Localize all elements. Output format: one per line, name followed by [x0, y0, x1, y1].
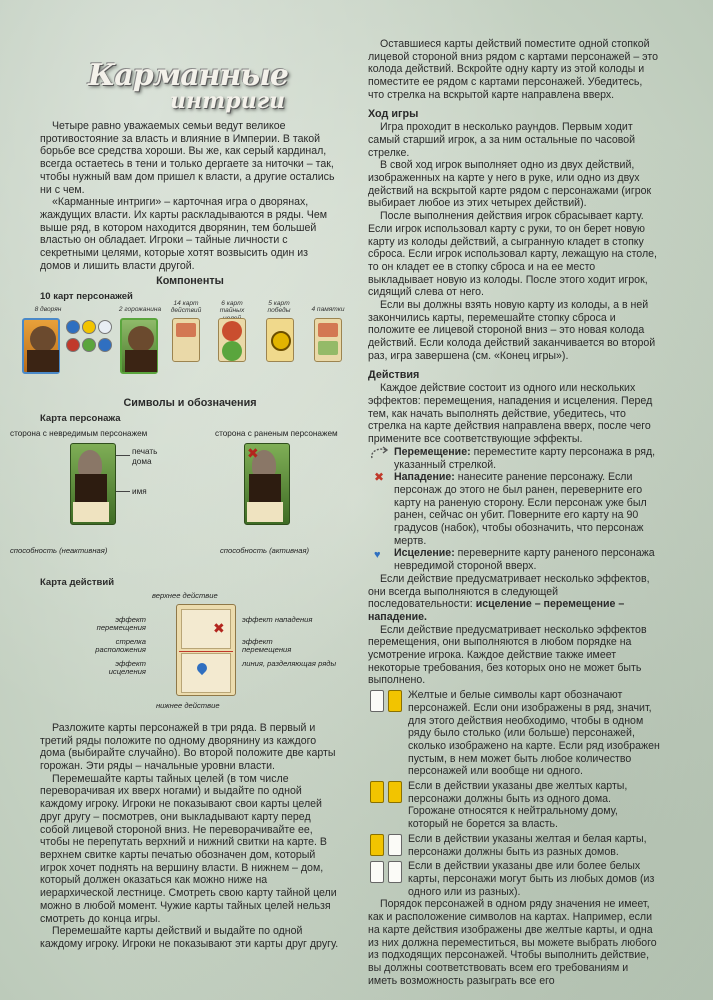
- move-text: переместите карту персонажа в ряд, указанный стрелкой.: [394, 445, 656, 471]
- heal-text: переверните карту раненого персонажа невредимой стороной вверх.: [394, 547, 655, 573]
- attack-icon: ✖: [374, 470, 385, 485]
- memo-card-image: [314, 318, 342, 362]
- rule-two-white: [368, 860, 660, 898]
- house-token-icon: [66, 338, 80, 352]
- logo-line-1: Карманные: [88, 58, 289, 93]
- house-seal-label: печать дома: [132, 447, 158, 466]
- components-title: Компоненты: [156, 275, 224, 288]
- move-arrow-icon: [368, 446, 394, 460]
- rule-two-yellow: [368, 780, 660, 831]
- divider-line-label: линия, разделяющая ряды: [242, 658, 337, 668]
- label-townsfolk: 2 горожанина: [118, 305, 162, 313]
- townsfolk-card-image: [120, 318, 158, 374]
- label-action-cards: 14 карт действий: [170, 299, 202, 315]
- noble-card-image: [22, 318, 60, 374]
- label-secret-cards: 6 карт тайных: [219, 299, 245, 315]
- turn-paragraph-2: В свой ход игрок выполняет одно из двух действий, изображенных на карте у него в руке, или одно из двух действий на вскрытой карте рядом с персонажами (игрок выбирает любое из этих четырех действий).: [368, 159, 652, 210]
- actions-paragraph-1: Каждое действие состоит из одного или нескольких эффектов: перемещения, нападения и исцеления. Перед тем, как начать выполнять действие, убедитесь, что стрелка на карте действия направлена вверх, после чего примените все соответствующие эффекты.: [368, 382, 653, 446]
- house-token-icon: [82, 320, 96, 334]
- side-wounded-label: сторона с раненым персонажем: [215, 429, 338, 439]
- action-card-image: [172, 318, 200, 362]
- intro-paragraph-2: «Карманные интриги» – карточная игра о дворянах, жаждущих власти. Их карты раскладываются в ряды. Чем выше ряд, в котором находится дворянин, тем большей властью он обладает. Игроки – тайные личности с секретными целями, которые хотят возвысить один из домов и лишить власти другой.: [40, 196, 328, 272]
- components-illustration: [34, 299, 345, 394]
- character-card-diagram: [10, 427, 340, 575]
- setup-paragraph-1: Разложите карты персонажей в три ряда. В первый и третий ряды положите по одному дворянину из каждого дома (выбирайте случайно). Во второй положите две карты горожан. Эти ряды – начальные уровни власти.: [40, 721, 336, 773]
- rule-yellow-and-white: [368, 833, 660, 858]
- turn-paragraph-4: Если вы должны взять новую карту из колоды, а в ней закончились карты, перемешайте стопку сброса и положите ее лицевой стороной вниз – это новая колода действий. Если колода действий заканчивается во второй раз, игра завершена (см. «Конец игры»).: [368, 299, 656, 362]
- components-subtitle: 10 карт персонажей: [40, 291, 133, 303]
- left-column: [10, 120, 345, 951]
- symbols-title: Символы и обозначения: [123, 396, 257, 409]
- two-yellow-text: Если в действии указаны две желтых карты, персонажи должны быть из одного дома. Горожане относятся к нейтральному дому, который не борется за власть.: [408, 780, 628, 831]
- yellow-white-cards-icon: [368, 833, 408, 857]
- multi-move-paragraph: Если действие предусматривает несколько эффектов перемещения, они выполняются в любом порядке на усмотрение игрока. Каждое действие также имеет некоторые требования, без которых оно не может быть выполнено.: [368, 623, 647, 687]
- heal-icon: ♥: [374, 549, 381, 562]
- two-white-cards-icon: [368, 860, 408, 884]
- label-victory-cards: 5 карт победы: [267, 299, 291, 315]
- bottom-action-label: нижнее действие: [156, 700, 220, 710]
- attack-icon: ✖: [213, 619, 225, 636]
- side-unhurt-label: сторона с невредимым персонажем: [10, 429, 148, 439]
- arrow-label: стрелка расположения: [95, 636, 146, 655]
- house-token-icon: [98, 320, 112, 334]
- attack-name: Нападение:: [394, 471, 455, 484]
- yellow-white-text: Желтые и белые символы карт обозначают персонажей. Если они изображены в ряд, значит, для этого действия необходимо, чтобы в одном ряду было столько (или больше) персонажей, сколько изображено на карте. Если ряд изображен пустым, в нем может быть любое количество персонажей или вообще ни одного.: [408, 689, 660, 778]
- rule-move: [368, 446, 660, 471]
- right-column: [368, 38, 660, 987]
- ability-active-label: способность (активная): [220, 546, 310, 556]
- action-card-diagram: [40, 592, 340, 722]
- setup-paragraph-3: Перемешайте карты действий и выдайте по одной каждому игроку. Игроки не показывают эти карты друг другу.: [40, 925, 339, 950]
- secret-goal-card-image: [218, 318, 246, 362]
- effect-order-paragraph: Если действие предусматривает несколько эффектов, они всегда выполняются в следующей последовательности: исцеление – перемещение – нападение.: [368, 572, 650, 623]
- name-label: имя: [132, 487, 147, 497]
- house-token-icon: [98, 338, 112, 352]
- character-card-unhurt-image: [70, 443, 116, 525]
- intro-paragraph-1: Четыре равно уважаемых семьи ведут великое противостояние за власть и влияние в Империи. В такой борьбе все средства хороши. Вы же, как серый кардинал, всегда остаетесь в тени и только дергаете за ниточки – так, чтобы нужный вам дом пришел к власти, а другие остались ни с чем.: [40, 120, 335, 196]
- final-paragraph: Порядок персонажей в одном ряду значения не имеет, как и расположение символов на картах. Например, если на карте действия изображены две желтые карты, и одна из них должна переместиться, вы можете выбрать любого из подходящих персонажей. Чтобы выполнить действие, вы должны соответствовать всем его требованиям и иметь возможность разыграть все его: [368, 898, 657, 987]
- two-white-text: Если в действии указаны две или более белых карты, персонажи могут быть из любых домов (из одного или из разных).: [408, 860, 655, 898]
- turn-paragraph-1: Игра проходит в несколько раундов. Первым ходит самый старший игрок, а за ним остальные по часовой стрелке.: [368, 121, 636, 159]
- action-card-example-image: [176, 604, 236, 696]
- rule-heal: [368, 547, 660, 572]
- house-token-icon: [66, 320, 80, 334]
- character-card-wounded-image: [244, 443, 290, 525]
- wound-icon: ✖: [247, 445, 259, 462]
- actions-title: Действия: [368, 368, 420, 381]
- turn-title: Ход игры: [368, 107, 419, 120]
- label-nobles: 8 дворян: [34, 305, 62, 313]
- label-memo-cards: 4 памятки: [311, 305, 345, 313]
- attack-effect-label: эффект нападения: [242, 614, 313, 624]
- white-yellow-cards-icon: [368, 689, 408, 713]
- victory-card-image: [266, 318, 294, 362]
- character-card-title: Карта персонажа: [40, 412, 121, 424]
- house-token-icon: [82, 338, 96, 352]
- setup-paragraph-2: Перемешайте карты тайных целей (в том числе переворачивая их вверх ногами) и выдайте по одной каждому игроку. Игроки не показывают свои карты целей друг другу – посмотрев, они выкладывают карту перед собой лицевой стороной вниз. Не переворачивайте ее, чтобы не перепутать верхний и нижний свитки на карте. В верхнем свитке карты печатью обозначен дом, который игрок хочет поднять на вершину власти. В нижнем – дом, который должен оказаться как можно ниже на иерархической лестнице. Смотреть свою карту тайной цели можно в любой момент. Чужие карты тайных целей нельзя смотреть до конца игры.: [40, 772, 337, 925]
- move-effect-2-label: эффект перемещения: [242, 636, 292, 655]
- heal-name: Исцеление:: [394, 547, 455, 560]
- turn-paragraph-3: После выполнения действия игрок сбрасывает карту. Если игрок использовал карту с руки, то он берет новую карту из колоды действий, а сыгранную кладет в стопку сброса. Если игрок использовал карту, лежащую на столе, то он кладет ее в стопку сброса и на ее место выкладывает новую из колоды. После этого ходит игрок, сидящий слева от него.: [368, 210, 657, 299]
- action-card-title: Карта действий: [40, 577, 115, 589]
- heal-effect-label: эффект исцеления: [108, 658, 146, 677]
- rule-attack: [368, 471, 660, 547]
- two-yellow-cards-icon: [368, 780, 408, 804]
- effect-order-bold: исцеление – перемещение – нападение.: [368, 598, 625, 623]
- attack-text: нанесите ранение персонажу. Если персонаж до этого не был ранен, переверните его карту на раненую сторону. Если персонаж уже был ранен, сейчас он убит. Поверните его карту на 90 градусов (набок), чтобы обозначить, что персонаж мертв.: [394, 471, 647, 547]
- top-action-label: верхнее действие: [152, 590, 218, 600]
- game-logo: [88, 58, 288, 118]
- move-effect-label: эффект перемещения: [96, 614, 146, 633]
- move-name: Перемещение:: [394, 445, 471, 458]
- ability-inactive-label: способность (неактивная): [10, 546, 108, 556]
- yellow-and-white-text: Если в действии указаны желтая и белая карты, персонажи должны быть из разных домов.: [408, 832, 647, 858]
- logo-line-2: интриги: [170, 88, 286, 114]
- rule-yellow-white-symbols: [368, 689, 660, 778]
- setup-continued-paragraph: Оставшиеся карты действий поместите одной стопкой лицевой стороной вниз рядом с картами персонажей – это колода действий. Вскройте одну карту из этой колоды и поместите ее рядом с картами персонажей. Убедитесь, что стрелка на вскрытой карте направлена вверх.: [368, 38, 658, 101]
